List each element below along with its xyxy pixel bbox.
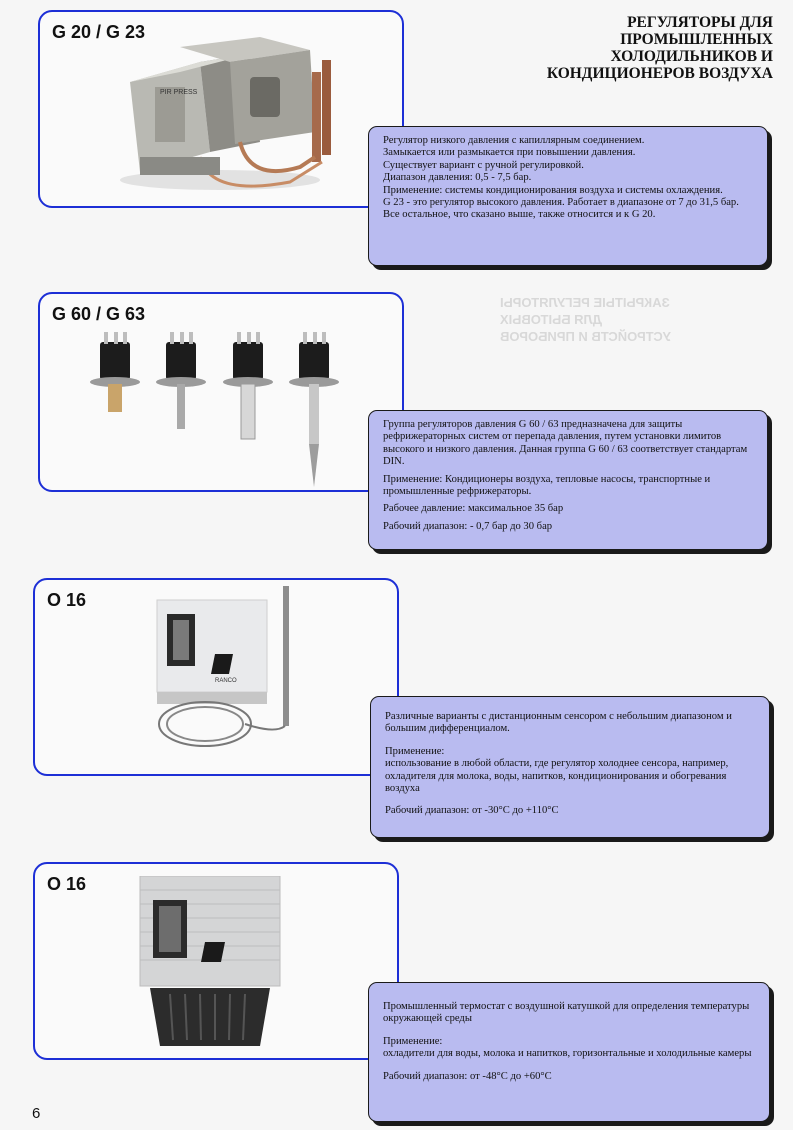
description-text: G 23 - это регулятор высокого давления. Работает в диапазоне от 7 до 31,5 бар. Все остальное, что сказано выше, также относится и к G 20. [383, 197, 739, 221]
product-frame-o16-air [33, 862, 399, 1060]
description-text: Рабочий диапазон: от -48°C до +60°C [383, 1070, 552, 1082]
thermostat-air-coil-photo [135, 876, 315, 1060]
product-frame-g60 [38, 292, 404, 492]
description-text: Применение: системы кондиционирования воздуха и системы охлаждения. [383, 184, 723, 196]
page-title-line: ПРОМЫШЛЕННЫХ [620, 31, 773, 48]
page-title-line: РЕГУЛЯТОРЫ ДЛЯ [627, 14, 773, 31]
page-number: 6 [32, 1105, 41, 1122]
description-text: использование в любой области, где регулятор холоднее сенсора, например, охладителя для молока, воды, напитков, кондиционирования и обогревания воздуха [385, 758, 729, 795]
pressure-switch-photo [100, 32, 340, 202]
description-text: Рабочее давление: максимальное 35 бар [383, 503, 564, 515]
model-label: G 60 / G 63 [52, 304, 146, 324]
product-frame-g20 [38, 10, 404, 208]
description-text: Существует вариант с ручной регулировкой. [383, 159, 584, 171]
description-text: Замыкается или размыкается при повышении давления. [383, 147, 636, 159]
description-text: Промышленный термостат с воздушной катушкой для определения температуры окружающей среды [383, 1001, 750, 1025]
description-box-o16-remote [370, 696, 770, 838]
product-frame-o16-remote [33, 578, 399, 776]
description-box-g20 [368, 126, 768, 266]
page-title-line: ХОЛОДИЛЬНИКОВ И [610, 48, 773, 65]
photo-brand: RANCO [215, 678, 237, 684]
model-label: O 16 [47, 590, 87, 610]
model-label: O 16 [47, 874, 87, 894]
pressure-switch-group-photo [88, 322, 378, 492]
description-text: Применение: [385, 745, 445, 757]
description-text: Диапазон давления: 0,5 - 7,5 бар. [383, 172, 532, 184]
description-text: Рабочий диапазон: - 0,7 бар до 30 бар [383, 520, 553, 532]
description-text: охладители для воды, молока и напитков, горизонтальные и холодильные камеры [383, 1048, 752, 1060]
description-text: Различные варианты с дистанционным сенсором с небольшим диапазоном и большим дифференциалом. [385, 711, 732, 735]
thermostat-remote-photo [145, 584, 345, 774]
page-title [413, 14, 773, 82]
show-through-text: ЗАКРЫТЫЕ РЕГУЛЯТОРЫ ДЛЯ БЫТОВЫХ УСТРОЙСТВ И ПРИБОРОВ [500, 295, 671, 344]
description-text: Применение: [383, 1035, 443, 1047]
description-box-o16-air [368, 982, 770, 1122]
description-text: Группа регуляторов давления G 60 / 63 предназначена для защиты рефрижераторных систем от перепада давления, путем установки лимитов высокого и низкого давления. Данная группа G 60 / 63 соответствует стандартам DIN. [383, 419, 748, 468]
description-text: Рабочий диапазон: от -30°C до +110°C [385, 805, 559, 817]
model-label: G 20 / G 23 [52, 22, 146, 42]
description-text: Применение: Кондиционеры воздуха, тепловые насосы, транспортные и промышленные рефрижераторы. [383, 473, 711, 498]
photo-label: PIR PRESS [160, 89, 198, 96]
description-text: Регулятор низкого давления с капиллярным соединением. [383, 135, 645, 146]
description-box-g60 [368, 410, 768, 550]
page-title-line: КОНДИЦИОНЕРОВ ВОЗДУХА [546, 65, 773, 82]
